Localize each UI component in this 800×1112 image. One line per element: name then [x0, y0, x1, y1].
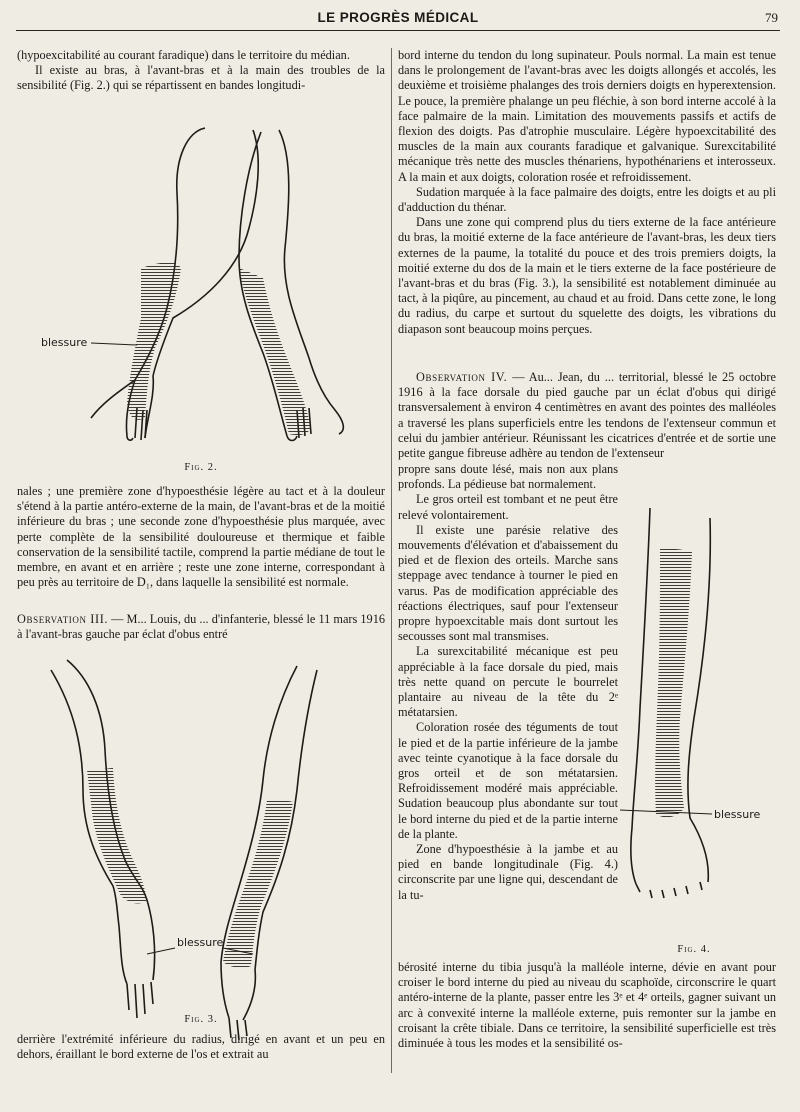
paragraph-wrap-3: Il existe une parésie relative des mouvements d'élévation et d'abaissement du pied et de flexion des orteils. Marche sans steppage avec tendance à tourner le pied en varus. Pas de modification appréciable des réactions électriques, sauf pour l'extenseur propre hypoexcitable mais dont surtout les secousses sont mal transmises. — [398, 522, 618, 644]
paragraph-wrap-2: Le gros orteil est tombant et ne peut être relevé volontairement. — [398, 492, 618, 522]
figure-4-caption: Fig. 4. — [677, 944, 711, 955]
figure-2-left-hatched-zone — [127, 262, 181, 420]
figure-4 — [620, 488, 776, 908]
column-divider — [391, 48, 392, 1073]
figure-2-leader-line — [91, 343, 137, 345]
figure-2-right-hatched-zone — [239, 268, 311, 435]
paragraph-sudation: Sudation marquée à la face palmaire des doigts, entre les doigts et au pli d'adduction du thénar. — [398, 184, 776, 215]
header-rule — [16, 30, 780, 31]
paragraph-wrap-1: propre sans doute lésé, mais non aux plans profonds. La pédieuse bat normalement. — [398, 462, 618, 492]
paragraph-wrap-4: La surexcitabilité mécanique est peu appréciable à la face dorsale du pied, mais très nette quand on percute le bourrelet plantaire au niveau de la tête du 2ᵉ métatarsien. — [398, 644, 618, 720]
paragraph-hypoesthesia-boundary: bérosité interne du tibia jusqu'à la malléole interne, dévie en avant pour croiser le bord interne du pied au niveau du scaphoïde, circonscrire le quart antéro-interne de la plante, passer entre les 3ᵉ et 4ᵉ orteils, gagner suivant un arc à convexité interne la malléole externe, puis remonter sur la jambe en croisant la crête tibiale. Dans ce territoire, la sensibilité superficielle est très diminuée à tous les modes et la sensibilité os- — [398, 960, 776, 1051]
observation-3-heading: Observation III. — [17, 612, 109, 626]
figure-2-label: blessure — [41, 336, 88, 349]
paragraph-zone: Dans une zone qui comprend plus du tiers externe de la face antérieure du bras, la moitié externe de la face antérieure de l'avant-bras, les deux tiers externes de la paume, la totalité du pouce et des trois premiers doigts, la moitié externe du dos de la main et le tiers externe de la face postérieure de l'avant-bras et du bras (Fig. 3.), la sensibilité est notablement diminuée au tact, à la piqûre, au pincement, au chaud et au froid. Dans cette zone, le long du radius, du carpe et surtout du squelette des doigts, les vibrations du diapason sont beaucoup moins perçues. — [398, 215, 776, 336]
journal-title: LE PROGRÈS MÉDICAL — [317, 10, 479, 25]
figure-3-caption: Fig. 3. — [184, 1014, 218, 1025]
figure-4-leg-drawing — [620, 488, 776, 908]
figure-2-arms-drawing — [17, 118, 385, 448]
paragraph-sensibility: Il existe au bras, à l'avant-bras et à la main des troubles de la sensibilité (Fig. 2.) qui se répartissent en bandes longitudi- — [17, 63, 385, 93]
observation-3-text: — M... Louis, du ... d'infanterie, blessé le 11 mars 1916 à l'avant-bras gauche par éclat d'obus entré — [17, 612, 385, 642]
paragraph-shard-path: derrière l'extrémité inférieure du radius, dirigé en avant et un peu en dehors, éraillant le bord externe de l'os et extrait au — [17, 1032, 385, 1062]
observation-4-heading: Observation IV. — [416, 370, 508, 384]
paragraph-wrap-5: Coloration rosée des téguments de tout le pied et de la partie inférieure de la jambe avec teinte cyanotique à la face dorsale du gros orteil et de son métatarsien. Refroidissement modéré mais appréciable. Sudation beaucoup plus abondante sur tout le bord interne du pied et de la partie interne de la plante. — [398, 720, 618, 841]
paragraph-intro: (hypoexcitabilité au courant faradique) dans le territoire du médian. — [17, 48, 350, 62]
figure-2 — [17, 118, 385, 448]
observation-4-text: — Au... Jean, du ... territorial, blessé le 25 octobre 1916 à la face dorsale du pied gauche par un éclat d'obus qui dirigé transversalement à environ 4 centimètres en avant des pointes des malléoles a traversé les plans superficiels entre les tendons de l'extenseur commun et celui du jambier antérieur. Réunissant les cicatrices d'entrée et de sortie une petite gangue fibreuse adhère au tendon de l'extenseur — [398, 370, 776, 461]
page-header — [16, 6, 780, 32]
wrapped-text-block — [398, 462, 618, 903]
paragraph-zones: nales ; une première zone d'hypoesthésie légère au tact et à la douleur s'étend à la partie antéro-externe de la main, de l'avant-bras et de la moitié inférieure du bras ; une seconde zone d'hypoesthésie plus marquée, avec perte complète de la sensibilité douloureuse et thermique et faible conservation de la sensibilité tactile, comprend la partie médiane de tout le membre, en avant et en arrière ; reste une zone interne, correspondant à peu près au territoire de D₁, dans laquelle la sensibilité est normale. — [17, 484, 385, 590]
paragraph-tendon: bord interne du tendon du long supinateur. Pouls normal. La main est tenue dans le prolongement de l'avant-bras avec les doigts allongés et accolés, les deuxième et troisième phalanges des trois derniers doigts en hyperextension. Le pouce, la première phalange un peu fléchie, à son bord interne accolé à la face palmaire de la main. Limitation des mouvements passifs et actifs de flexion des doigts. Pas d'atrophie musculaire. Légère hypoexcitabilité des muscles de la main aux courants faradique et galvanique. Surexcitabilité mécanique très nette des muscles thénariens, hypothénariens et interosseux. A la main et aux doigts, coloration rosée et refroidissement. — [398, 48, 776, 184]
figure-3 — [17, 650, 385, 1050]
figure-3-label: blessure — [177, 936, 224, 949]
figure-4-label: blessure — [714, 808, 761, 821]
figure-2-caption: Fig. 2. — [184, 462, 218, 473]
figure-3-arms-drawing — [17, 650, 385, 1050]
page-number: 79 — [765, 10, 778, 25]
paragraph-wrap-6: Zone d'hypoesthésie à la jambe et au pied en bande longitudinale (Fig. 4.) circonscrite par une ligne qui, descendant de la tu- — [398, 842, 618, 902]
figure-3-leader-line-left — [147, 948, 175, 954]
figure-3-left-hatched-zone — [87, 768, 147, 903]
figure-4-hatched-zone — [655, 548, 692, 817]
